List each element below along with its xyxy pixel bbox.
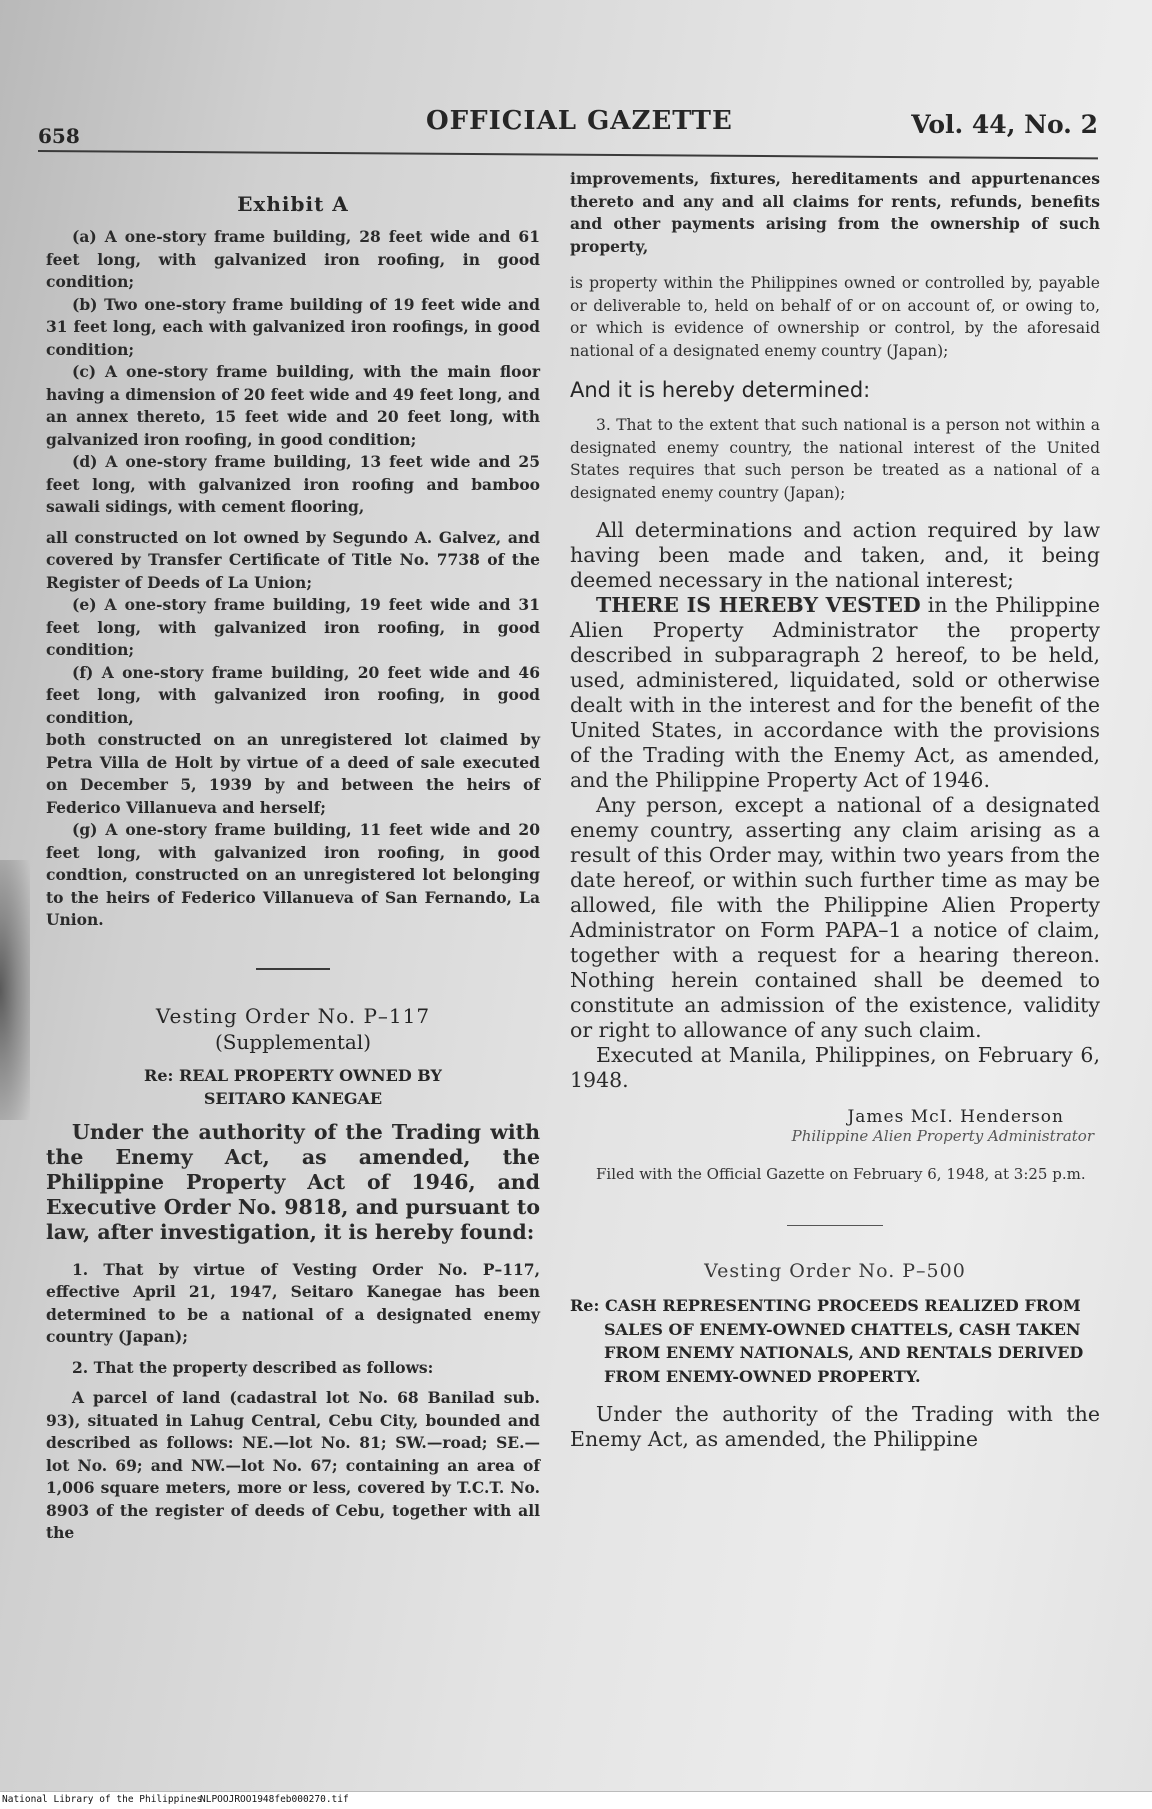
is-property-paragraph: is property within the Philippines owned or controlled by, payable or deliverable to, held on behalf of or on account of, or owing to, or which is evidence of ownership or control, by the aforesaid national of a designated enemy country (Japan); — [570, 274, 1100, 360]
re-line-1: Re: REAL PROPERTY OWNED BY — [144, 1065, 442, 1085]
vested-rest: in the Philippine Alien Property Administrator the property described in subparagraph 2 hereof, to be held, used, administered, liquidated, sold or otherwise dealt with in the interest and for the benefit of the United States, in accordance with the provisions of the Trading with the Enemy Act, as amended, and the Philippine Property Act of 1946. — [570, 593, 1100, 792]
finding-3: 3. That to the extent that such national is a person not within a designated enemy country, the national interest of the United States requires that such person be treated as a national of a designated enemy country (Japan); — [570, 416, 1100, 502]
right-column — [570, 168, 1100, 1452]
vesting-order-2-title: Vesting Order No. P–500 — [704, 1260, 966, 1282]
re2-text: CASH REPRESENTING PROCEEDS REALIZED FROM SALES OF ENEMY-OWNED CHATTELS, CASH TAKEN FROM ENEMY NATIONALS, AND RENTALS DERIVED FROM ENEMY-OWNED PROPERTY. — [604, 1296, 1084, 1386]
binding-shadow — [0, 860, 30, 1120]
re-line-2: SEITARO KANEGAE — [203, 1088, 383, 1108]
section-divider — [256, 968, 330, 970]
header-rule — [38, 150, 1098, 159]
footer-filename: NLPOOJROO1948feb000270.tif — [200, 1794, 349, 1805]
page-header — [38, 106, 1098, 146]
exhibit-item-b: (b) Two one-story frame building of 19 feet wide and 31 feet long, each with galvanized iron roofings, in good condition; — [46, 294, 540, 359]
exhibit-item-e: (e) A one-story frame building, 19 feet wide and 31 feet long, with galvanized iron roofing, in good condition; — [46, 595, 540, 659]
publication-title: OFFICIAL GAZETTE — [426, 106, 733, 136]
all-determinations-paragraph: All determinations and action required by law having been made and taken, and, it being deemed necessary in the national interest; — [570, 518, 1100, 592]
section-divider-right — [787, 1225, 883, 1226]
exhibit-heading: Exhibit A — [237, 192, 349, 216]
vesting-order-title: Vesting Order No. P–117 — [155, 1003, 431, 1028]
volume-number: Vol. 44, No. 2 — [911, 110, 1098, 139]
exhibit-item-c: (c) A one-story frame building, with the main floor having a dimension of 20 feet wide and 49 feet long, and an annex thereto, 15 feet wide and 20 feet long, with galvanized iron roofing, in good condition; — [46, 362, 540, 449]
authority-paragraph: Under the authority of the Trading with the Enemy Act, as amended, the Philippine Property Act of 1946, and Executive Order No. 9818, and pursuant to law, after investigation, it is hereby found: — [46, 1119, 540, 1244]
filed-notice: Filed with the Official Gazette on February 6, 1948, at 3:25 p.m. — [596, 1165, 1086, 1183]
continuation-paragraph: improvements, fixtures, hereditaments and appurtenances thereto and any and all claims for rents, refunds, benefits and other payments arising from the ownership of such property, — [570, 169, 1100, 256]
constructed-clause-1: all constructed on lot owned by Segundo A. Galvez, and covered by Transfer Certificate of Title No. 7738 of the Register of Deeds of La Union; — [46, 527, 540, 592]
vested-caps: THERE IS HEREBY VESTED — [596, 593, 921, 617]
left-column — [46, 168, 540, 1545]
exhibit-item-f: (f) A one-story frame building, 20 feet wide and 46 feet long, with galvanized iron roofing, in good condition, — [46, 662, 540, 727]
footer-source: National Library of the Philippines — [2, 1794, 203, 1805]
parcel-description: A parcel of land (cadastral lot No. 68 Banilad sub. 93), situated in Lahug Central, Cebu City, bounded and described as follows: NE.—lot No. 81; SW.—road; SE.—lot No. 69; and NW.—lot No. 67; containing an area of 1,006 square meters, more or less, covered by T.C.T. No. 8903 of the register of deeds of Cebu, together with all the — [46, 1388, 540, 1542]
exhibit-item-g: (g) A one-story frame building, 11 feet wide and 20 feet long, with galvanized iron roofing, in good condtion, constructed on an unregistered lot belonging to the heirs of Federico Villanueva of San Fernando, La Union. — [46, 820, 540, 929]
signatory-name: James McI. Henderson — [847, 1107, 1064, 1127]
re-line — [46, 1064, 540, 1110]
any-person-paragraph: Any person, except a national of a designated enemy country, asserting any claim arising as a result of this Order may, within two years from the date hereof, or within such further time as may be allowed, file with the Philippine Alien Property Administrator on Form PAPA–1 a notice of claim, together with a request for a hearing thereon. Nothing herein contained shall be deemed to constitute an admission of the existence, validity or right to allowance of any such claim. — [570, 793, 1100, 1042]
vesting-paragraph — [570, 593, 1100, 793]
executed-paragraph: Executed at Manila, Philippines, on February 6, 1948. — [570, 1043, 1100, 1092]
finding-1: 1. That by virtue of Vesting Order No. P–117, effective April 21, 1947, Seitaro Kanegae has been determined to be a national of a designated enemy country (Japan); — [46, 1259, 540, 1346]
re2-block — [570, 1294, 1100, 1388]
exhibit-item-a: (a) A one-story frame building, 28 feet wide and 61 feet long, with galvanized iron roofing, in good condition; — [46, 227, 540, 291]
finding-2: 2. That the property described as follows: — [72, 1357, 434, 1377]
authority-paragraph-2: Under the authority of the Trading with the Enemy Act, as amended, the Philippine — [570, 1402, 1100, 1451]
determined-heading: And it is hereby determined: — [570, 378, 871, 402]
vesting-order-subtitle: (Supplemental) — [214, 1029, 372, 1054]
signatory-title: Philippine Alien Property Administrator — [791, 1127, 1094, 1145]
exhibit-item-d: (d) A one-story frame building, 13 feet wide and 25 feet long, with galvanized iron roofing and bamboo sawali sidings, with cement flooring, — [46, 452, 540, 516]
constructed-clause-2: both constructed on an unregistered lot claimed by Petra Villa de Holt by virtue of a deed of sale executed on December 5, 1939 by and between the heirs of Federico Villanueva and herself; — [46, 730, 540, 817]
scan-footer — [0, 1791, 1152, 1809]
re2-label: Re: — [570, 1296, 600, 1315]
page-number: 658 — [38, 124, 80, 148]
